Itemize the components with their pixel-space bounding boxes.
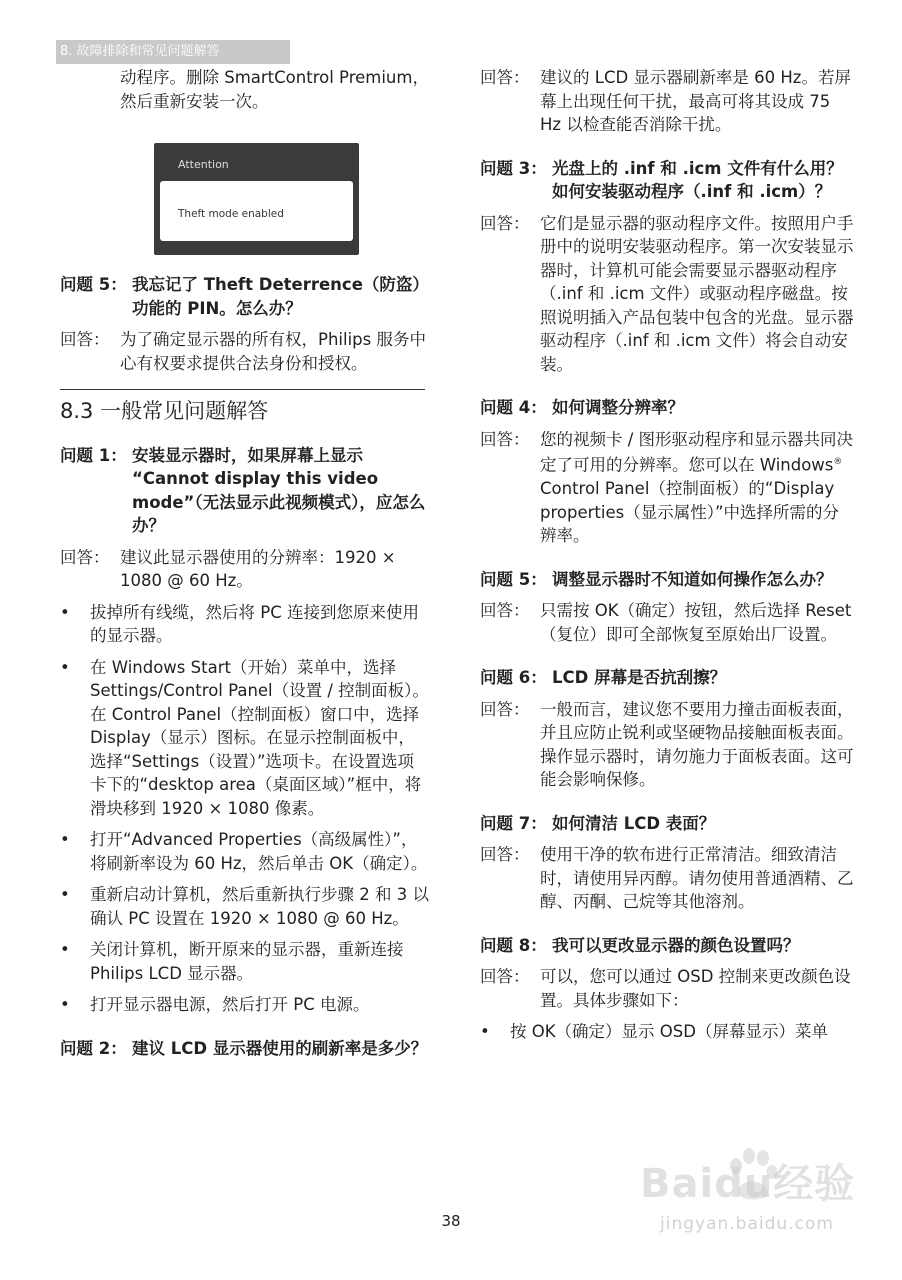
attention-dialog-message: Theft mode enabled (178, 208, 284, 220)
question-text: 光盘上的 .inf 和 .icm 文件有什么用？如何安装驱动程序（.inf 和 .icm）？ (552, 158, 843, 201)
question-label: 问题 2： (60, 1038, 127, 1058)
bullet-item (60, 993, 430, 1017)
question-2 (60, 1037, 430, 1061)
answer-3 (480, 212, 855, 377)
answer-text-part: Control Panel（控制面板）的“Display properties（显示属性）”中选择所需的分辨率。 (540, 479, 839, 545)
question-label: 问题 1： (60, 445, 127, 465)
page-number: 38 (441, 1212, 461, 1230)
answer-text: 使用干净的软布进行正常清洁。细致清洁时，请使用异丙醇。请勿使用普通酒精、乙醇、丙酮、己烷等其他溶剂。 (540, 845, 854, 911)
answer-text-part: 您的视频卡 / 图形驱动程序和显示器共同决定了可用的分辨率。您可以在 Windows (540, 429, 854, 475)
bullet-item (60, 883, 430, 930)
answer-text: 建议的 LCD 显示器刷新率是 60 Hz。若屏幕上出现任何干扰，最高可将其设成 75 Hz 以检查能否消除干扰。 (540, 68, 851, 134)
question-text: 安装显示器时，如果屏幕上显示 “Cannot display this video mode”（无法显示此视频模式），应怎么办？ (132, 445, 426, 535)
answer-text (540, 428, 855, 548)
bullet-text: 打开显示器电源，然后打开 PC 电源。 (90, 995, 370, 1014)
answer-7 (480, 843, 855, 914)
right-column (480, 66, 855, 1052)
question-8 (480, 934, 855, 958)
bullet-item (60, 601, 430, 648)
bullet-symbol: • (480, 1022, 490, 1041)
answer-5-right (480, 599, 855, 646)
answer-label: 回答： (480, 699, 530, 719)
bullet-text: 关闭计算机，断开原来的显示器，重新连接 Philips LCD 显示器。 (90, 940, 404, 983)
answer-text: 为了确定显示器的所有权，Philips 服务中心有权要求提供合法身份和授权。 (120, 330, 426, 373)
bullet-list (60, 601, 430, 1017)
question-text: 调整显示器时不知道如何操作怎么办？ (552, 569, 833, 589)
attention-dialog-title: Attention (178, 158, 229, 171)
question-text: 如何清洁 LCD 表面？ (552, 813, 716, 833)
bullet-symbol: • (60, 995, 70, 1014)
bullet-symbol: • (60, 602, 70, 622)
question-label: 问题 5： (60, 275, 127, 294)
question-6 (480, 666, 855, 690)
attention-dialog-illustration (154, 143, 359, 255)
bullet-symbol: • (60, 940, 70, 959)
bullet-symbol: • (60, 885, 70, 904)
answer-5 (60, 328, 430, 375)
question-4 (480, 396, 855, 420)
question-label: 问题 3： (480, 158, 547, 178)
answer-6 (480, 698, 855, 792)
answer-label: 回答： (480, 429, 530, 449)
answer-text: 它们是显示器的驱动程序文件。按照用户手册中的说明安装驱动程序。第一次安装显示器时，计算机可能会需要显示器驱动程序（.inf 和 .icm 文件）或驱动程序磁盘。按照说明插入产品包装中包含的光盘。显示器驱动程序（.inf 和 .icm 文件）将会自动安装。 (540, 213, 854, 374)
answer-4 (480, 428, 855, 548)
bullet-item (60, 828, 430, 875)
question-text: 建议 LCD 显示器使用的刷新率是多少？ (132, 1038, 428, 1058)
answer-1 (60, 546, 430, 593)
bullet-text: 重新启动计算机，然后重新执行步骤 2 和 3 以确认 PC 设置在 1920 × 1080 @ 60 Hz。 (90, 885, 429, 928)
bullet-symbol: • (60, 657, 70, 677)
bullet-item (60, 938, 430, 985)
question-text: LCD 屏幕是否抗刮擦？ (552, 668, 727, 687)
attention-dialog-body (160, 181, 353, 241)
answer-label: 回答： (480, 213, 530, 233)
bullet-symbol: • (60, 830, 70, 849)
question-1 (60, 444, 430, 538)
registered-mark: ® (833, 457, 843, 467)
watermark-url: jingyan.baidu.com (660, 1214, 834, 1234)
bullet-text: 在 Windows Start（开始）菜单中，选择 Settings/Control Panel（设置 / 控制面板）。在 Control Panel（控制面板）窗口中，选择 Display（显示）图标。在显示控制面板中，选择“Settings（设置）”选项卡。在设置选项卡下的“desktop area（桌面区域）”框中，将滑块移到 1920 × 1080 像素。 (90, 657, 429, 818)
bullet-item (480, 1020, 855, 1044)
answer-label: 回答： (480, 967, 530, 986)
baidu-watermark-logo (640, 1152, 870, 1262)
question-text: 我忘记了 Theft Deterrence（防盗）功能的 PIN。怎么办？ (132, 275, 429, 318)
answer-label: 回答： (60, 330, 110, 349)
question-5 (60, 273, 430, 320)
answer-text: 建议此显示器使用的分辨率：1920 × 1080 @ 60 Hz。 (120, 547, 396, 590)
watermark-brand: Baidu经验 (640, 1161, 856, 1207)
continued-paragraph: 动程序。删除 SmartControl Premium，然后重新安装一次。 (120, 68, 429, 111)
answer-label: 回答： (60, 547, 110, 567)
question-label: 问题 7： (480, 813, 547, 833)
question-text: 如何调整分辨率？ (552, 398, 684, 417)
section-divider (60, 389, 425, 390)
answer-label: 回答： (480, 845, 530, 864)
answer-label: 回答： (480, 68, 530, 87)
bullet-text: 拔掉所有线缆，然后将 PC 连接到您原来使用的显示器。 (90, 602, 419, 645)
answer-text: 只需按 OK（确定）按钮，然后选择 Reset（复位）即可全部恢复至原始出厂设置。 (540, 601, 852, 644)
question-3 (480, 157, 855, 204)
question-label: 问题 5： (480, 569, 547, 589)
question-text: 我可以更改显示器的颜色设置吗？ (552, 935, 800, 955)
question-5-right (480, 568, 855, 592)
answer-label: 回答： (480, 601, 530, 620)
answer-text: 可以，您可以通过 OSD 控制来更改颜色设置。具体步骤如下： (540, 967, 851, 1010)
question-label: 问题 8： (480, 935, 547, 955)
answer-text: 一般而言，建议您不要用力撞击面板表面，并且应防止锐利或坚硬物品接触面板表面。操作显示器时，请勿施力于面板表面。这可能会影响保修。 (540, 699, 854, 789)
question-label: 问题 4： (480, 398, 547, 417)
answer-8 (480, 965, 855, 1012)
bullet-text: 打开“Advanced Properties（高级属性）”，将刷新率设为 60 Hz，然后单击 OK（确定）。 (90, 830, 428, 873)
bullet-list (480, 1020, 855, 1044)
section-title: 8.3 一般常见问题解答 (60, 399, 269, 423)
bullet-item (60, 656, 430, 821)
question-7 (480, 812, 855, 836)
answer-2 (480, 66, 855, 137)
section-header-tab: 8. 故障排除和常见问题解答 (56, 40, 290, 64)
bullet-text: 按 OK（确定）显示 OSD（屏幕显示）菜单 (510, 1022, 828, 1041)
question-label: 问题 6： (480, 668, 547, 687)
left-column (60, 66, 430, 1068)
